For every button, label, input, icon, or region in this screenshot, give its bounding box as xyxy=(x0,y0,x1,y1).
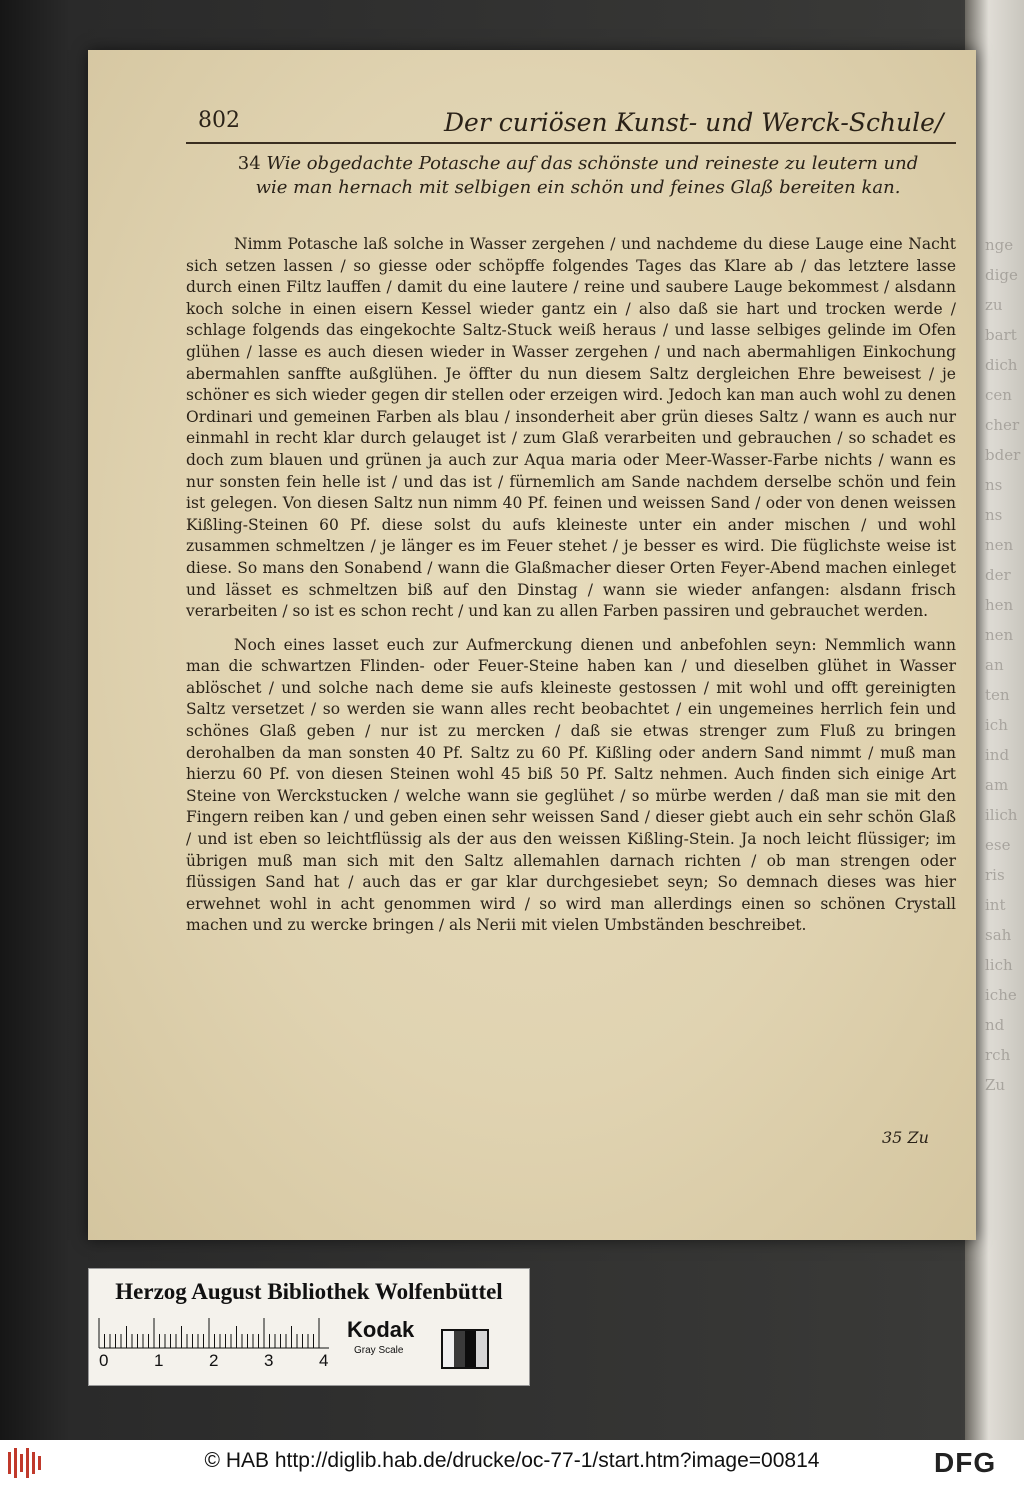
gray-patch xyxy=(465,1331,476,1367)
facing-page-fragment: ten xyxy=(985,686,1010,704)
dfg-logo: DFG xyxy=(934,1447,997,1478)
section-heading xyxy=(228,152,928,200)
facing-page-fragment: ns xyxy=(985,476,1003,494)
body-text xyxy=(186,234,956,937)
facing-page-fragment: int xyxy=(985,896,1006,914)
institution-name: Herzog August Bibliothek Wolfenbüttel xyxy=(115,1279,503,1304)
facing-page-fragment: iche xyxy=(985,986,1017,1004)
gray-scale-patches xyxy=(441,1329,489,1369)
ruler-labels xyxy=(99,1351,339,1375)
facing-page-fragment: nen xyxy=(985,626,1014,644)
paragraph: Nimm Potasche laß solche in Wasser zergehen / und nachdeme du diese Lauge eine Nacht sich setzen lassen / so giesse oder schöpffe folgendes Tages das Klare ab / das letztere lasse durch einen Filtz lauffen / damit du eine lautere / reine und saubere Lauge bekommest / alsdann koch solche in einen eisern Kessel wieder gantz ein / also daß sie hart und trocken werde / schlage folgends das eingekochte Saltz-Stuck weiß heraus / und lasse selbiges gelinde im Ofen glühen / lasse es auch diesen wieder in Wasser zergehen / und nach abermahligen Einkochung abermahlen sanffte außglühen. Je öffter du nun diesem Saltz dergleichen Ehre beweisest / je schöner es sich wieder gegen dir stellen oder erzeigen wird. Jedoch kan man auch wohl zu denen Ordinari und gemeinen Farben als blau / insonderheit aber grün dieses Saltz / wann es auch nur einmahl in recht klar durch gelauget ist / zum Glaß verarbeiten und gebrauchen / so schadet es doch zum blauen und grünen ja auch zur Aqua maria oder Meer-Wasser-Farbe nichts / wann es nur sonsten fein helle ist / und das ist / fürnemlich am Sande nachdem derselbe schön und fein ist gelegen. Von diesen Saltz nun nimm 40 Pf. feinen und weissen Sand / oder von denen weissen Kißling-Steinen 60 Pf. diese solst du aufs kleineste unter ein ander mischen / und wohl zusammen schmeltzen / je länger es im Feuer stehet / je besser es wird. Die füglichste weise ist diese. So mans den Sonabend / wann die Glaßmacher dieser Orten Feyer-Abend machen einleget und lässet es schmeltzen biß auf den Dinstag / wann sie wieder anfangen: alsdann frisch verarbeiten / so ist es schon recht / und kan zu allen Farben passiren und gebrauchet werden. xyxy=(186,235,956,621)
ruler-label: 3 xyxy=(264,1351,274,1370)
book-page xyxy=(88,50,976,1240)
facing-page-fragment: bder xyxy=(985,446,1021,464)
section-heading-text: Wie obgedachte Potasche auf das schönste und reineste zu leutern und wie man hernach mit selbigen ein schön und feines Glaß bereiten kan. xyxy=(255,153,919,198)
header-rule xyxy=(186,142,956,144)
facing-page-fragment: dige xyxy=(985,266,1018,284)
facing-page-fragment: rch xyxy=(985,1046,1011,1064)
facing-page-fragment: lich xyxy=(985,956,1013,974)
gray-patch xyxy=(443,1331,454,1367)
facing-page-fragment: cen xyxy=(985,386,1012,404)
facing-page-fragment: ns xyxy=(985,506,1003,524)
section-number: 34 xyxy=(237,153,261,174)
gray-scale-label: Gray Scale xyxy=(354,1345,404,1356)
kodak-logo: Kodak xyxy=(347,1317,415,1342)
facing-page-fragment: bart xyxy=(985,326,1017,344)
facing-page-fragment: zu xyxy=(985,296,1003,314)
facing-page-fragment: ilich xyxy=(985,806,1018,824)
catchword: 35 Zu xyxy=(882,1128,929,1147)
footer-bar xyxy=(0,1440,1024,1486)
gray-patch xyxy=(476,1331,487,1367)
facing-page-fragment: Zu xyxy=(985,1076,1006,1094)
facing-page-fragment: ind xyxy=(985,746,1010,764)
gray-patch xyxy=(454,1331,465,1367)
facing-page-fragment: am xyxy=(985,776,1009,794)
facing-page-fragment: dich xyxy=(985,356,1018,374)
facing-page-fragment: nen xyxy=(985,536,1014,554)
copyright-link[interactable]: © HAB http://diglib.hab.de/drucke/oc-77-1/start.htm?image=00814 xyxy=(204,1449,820,1472)
facing-page-fragment: cher xyxy=(985,416,1020,434)
ruler-label: 4 xyxy=(319,1351,329,1370)
facing-page-fragment: der xyxy=(985,566,1011,584)
facing-page-fragment: ris xyxy=(985,866,1005,884)
colour-reference-card xyxy=(88,1268,530,1386)
ruler-label: 2 xyxy=(209,1351,219,1370)
facing-page-fragment: ese xyxy=(985,836,1011,854)
paragraph: Noch eines lasset euch zur Aufmerckung dienen und anbefohlen seyn: Nemmlich wann man die schwartzen Flinden- oder Feuer-Steine haben kan / und dieselben glühet in Wasser ablöschet / und solche nach deme sie aufs kleineste gestossen / mit wohl und offt gereinigten Saltz versetzet / so werden sie wann alles recht beobachtet / ein ungemeines herrlich fein und schönes Glaß geben / nur ist zu mercken / daß sie etwas strenger zum Fluß zu bringen derohalben da man sonsten 40 Pf. Saltz zu 60 Pf. Kißling oder andern Sand nimmt / muß man hierzu 60 Pf. von diesen Steinen wohl 45 biß 50 Pf. Saltz nehmen. Auch finden sich einige Art Steine von Werckstucken / welche wann sie geglühet / so mürbe werden / daß man sie mit den Fingern reiben kan / und geben einen sehr weissen Sand / dieser giebt auch ein sehr schön Glaß / und ist eben so leichtflüssig als der aus den weissen Kißling-Stein. Ja noch leicht flüssiger; im übrigen muß man sich mit den Saltz allemahlen darnach richten / ob man strengen oder flüssigen Sand hat / auch das er gar klar durchgesiebet seyn; So demnach dieses was hier erwehnet wohl in acht genommen wird / so wird man allerdings einen so schönen Crystall machen und zu wercke bringen / als Nerii mit vielen Umbständen beschreibet. xyxy=(186,635,956,935)
facing-page-fragment: nd xyxy=(985,1016,1005,1034)
facing-page-text xyxy=(985,230,1024,1094)
ruler-label: 1 xyxy=(154,1351,164,1370)
facing-page-fragment: nge xyxy=(985,236,1014,254)
facing-page-fragment: sah xyxy=(985,926,1012,944)
page-number: 802 xyxy=(198,108,240,133)
facing-page-fragment: ich xyxy=(985,716,1008,734)
ruler xyxy=(97,1315,331,1349)
facing-page-fragment: hen xyxy=(985,596,1014,614)
ruler-label: 0 xyxy=(99,1351,109,1370)
running-title: Der curiösen Kunst- und Werck-Schule/ xyxy=(444,108,944,137)
facing-page-fragment: an xyxy=(985,656,1004,674)
